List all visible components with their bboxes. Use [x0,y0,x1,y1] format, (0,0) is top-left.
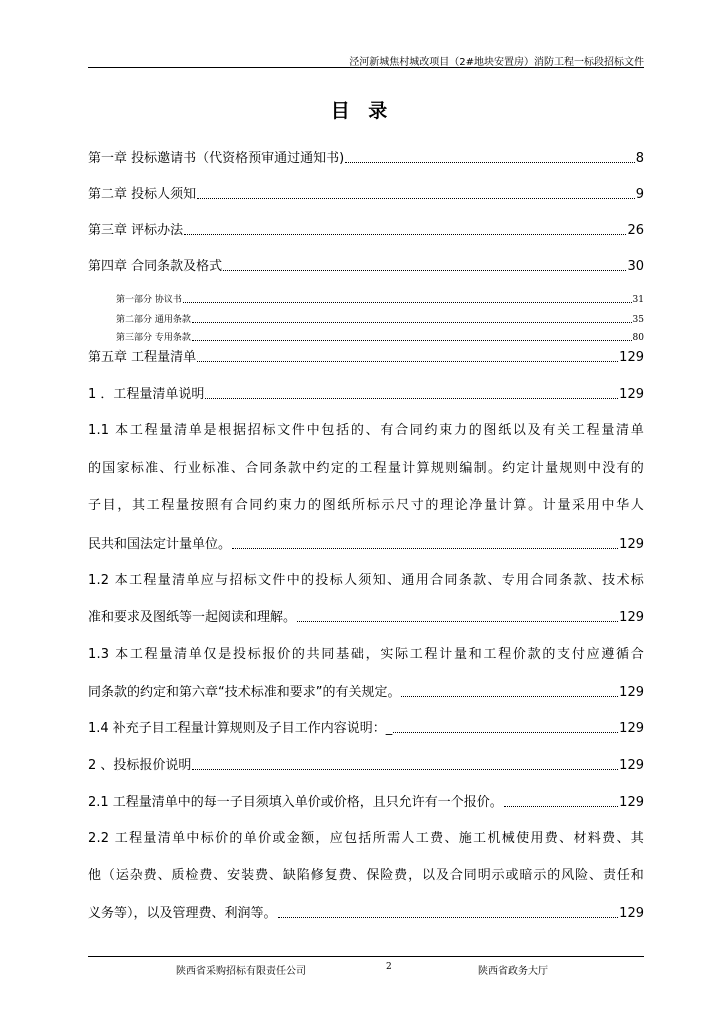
toc-label: 2.1 工程量清单中的每一子目须填入单价或价格，且只允许有一个报价。 [88,795,503,810]
toc-entry-section-2-1[interactable] [88,790,644,810]
toc-page-number: 129 [619,350,644,365]
toc-entry-section-2[interactable] [88,753,644,773]
toc-label: 第二章 投标人须知 [88,187,197,202]
toc-paragraph-line: 1.1 本工程量清单是根据招标文件中包括的、有合同约束力的图纸以及有关工程量清单 [88,423,644,438]
toc-page-number: 80 [632,333,644,343]
toc-label: 准和要求及图纸等一起阅读和理解。 [88,610,297,625]
toc-paragraph-line: 1.2 本工程量清单应与招标文件中的投标人须知、通用合同条款、专用合同条款、技术标 [88,573,644,588]
toc-paragraph-last-line [88,901,644,921]
toc-entry-section-1[interactable] [88,382,644,402]
toc-label: 第四章 合同条款及格式 [88,259,223,274]
toc-title: 目 录 [330,100,394,122]
toc-paragraph-line: 他（运杂费、质检费、安装费、缺陷修复费、保险费，以及合同明示或暗示的风险、责任和 [88,868,644,883]
toc-leader-dots [205,386,618,399]
toc-entry-chapter-5[interactable] [88,345,644,365]
toc-label: 同条款的约定和第六章“技术标准和要求”的有关规定。 [88,685,401,700]
toc-paragraph-line: 1.3 本工程量清单仅是投标报价的共同基础，实际工程计量和工程价款的支付应遵循合 [88,647,644,662]
toc-leader-dots [197,186,635,199]
toc-leader-dots [401,684,618,697]
toc-leader-dots [192,757,618,770]
toc-leader-dots [345,150,635,163]
toc-leader-dots [278,905,619,918]
toc-page-number: 129 [619,758,644,773]
toc-page-number: 30 [627,259,644,274]
toc-label: 第三部分 专用条款 [116,333,191,343]
toc-paragraph-line: 子目，其工程量按照有合同约束力的图纸所标示尺寸的理论净量计算。计量采用中华人 [88,498,644,513]
toc-paragraph-last-line [88,532,644,552]
footer-rule [88,956,644,957]
toc-leader-dots [183,294,632,303]
toc-label: 第三章 评标办法 [88,223,184,238]
toc-label: 义务等），以及管理费、利润等。 [88,906,277,921]
footer-page-number: 2 [386,962,392,972]
toc-page-number: 26 [627,223,644,238]
toc-entry-chapter-4[interactable] [88,254,644,274]
toc-paragraph-line: 2.2 工程量清单中标价的单价或金额，应包括所需人工费、施工机械使用费、材料费、其 [88,831,644,846]
toc-label: 2 、投标报价说明 [88,758,192,773]
toc-page-number: 129 [619,610,644,625]
toc-entry-part-2[interactable] [116,313,644,325]
toc-page-number: 129 [619,387,644,402]
page-header: 泾河新城焦村城改项目（2#地块安置房）消防工程一标段招标文件 [349,57,644,68]
toc-leader-dots [192,314,632,323]
toc-label: 1 ．工程量清单说明 [88,387,205,402]
toc-page-number: 129 [619,906,644,921]
toc-page-number: 35 [632,315,644,325]
toc-page-number: 129 [619,795,644,810]
toc-page-number: 31 [632,295,644,305]
toc-paragraph-last-line [88,680,644,700]
toc-label: 第二部分 通用条款 [116,315,191,325]
footer-office: 陕西省政务大厅 [478,966,548,977]
toc-label: 第一部分 协议书 [116,295,182,305]
toc-entry-part-1[interactable] [116,293,644,305]
toc-leader-dots [197,349,618,362]
toc-entry-chapter-2[interactable] [88,182,644,202]
toc-leader-dots [297,609,618,622]
toc-page-number: 9 [635,187,644,202]
footer-company: 陕西省采购招标有限责任公司 [176,966,306,977]
toc-entry-section-1-4[interactable] [88,716,644,736]
header-rule [88,67,644,68]
toc-page-number: 8 [635,151,644,166]
toc-leader-dots [184,222,626,235]
toc-page-number: 129 [619,721,644,736]
toc-leader-dots [192,332,632,341]
toc-label: 第一章 投标邀请书（代资格预审通过通知书) [88,151,345,166]
toc-entry-part-3[interactable] [116,331,644,343]
toc-entry-chapter-1[interactable] [88,146,644,166]
toc-paragraph-last-line [88,605,644,625]
toc-label: 1.4 补充子目工程量计算规则及子目工作内容说明：_ [88,721,393,736]
toc-leader-dots [504,794,618,807]
toc-leader-dots [232,536,618,549]
toc-leader-dots [393,720,618,733]
toc-label: 民共和国法定计量单位。 [88,537,232,552]
toc-paragraph-line: 的国家标准、行业标准、合同条款中约定的工程量计算规则编制。约定计量规则中没有的 [88,461,644,476]
toc-label: 第五章 工程量清单 [88,350,197,365]
toc-page-number: 129 [619,685,644,700]
toc-entry-chapter-3[interactable] [88,218,644,238]
toc-page-number: 129 [619,537,644,552]
toc-leader-dots [223,258,626,271]
